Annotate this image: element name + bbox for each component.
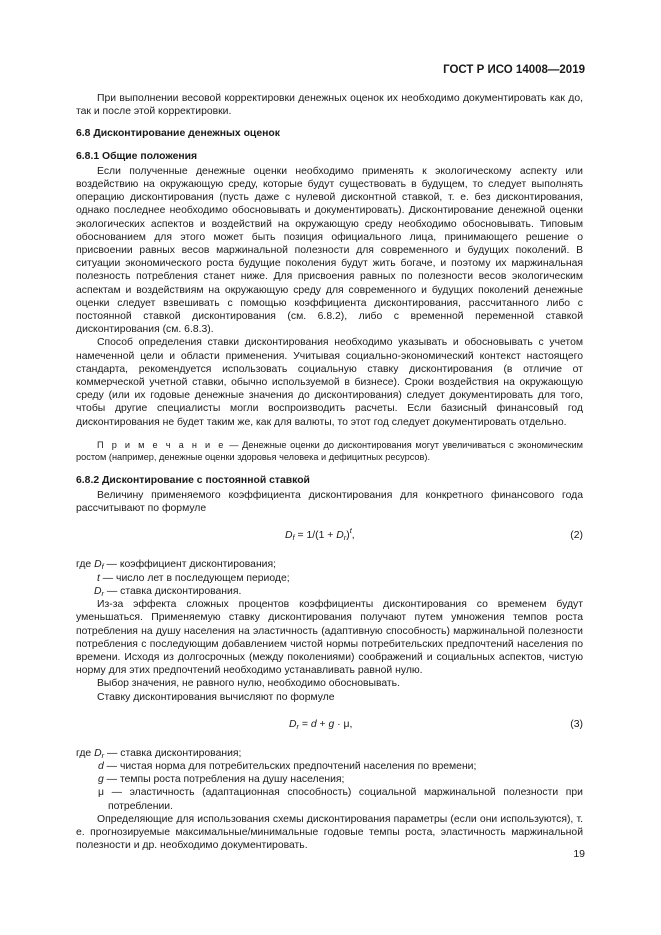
page-number: 19 bbox=[573, 848, 585, 860]
intro-paragraph: При выполнении весовой корректировки денежных оценок их необходимо документировать как до, так и после этой корректировки. bbox=[76, 93, 583, 118]
note-text: — Денежные оценки до дисконтирования могут увеличиваться с экономическим ростом (например, денежные оценки здоровья человека и дефицитных ресурсов). bbox=[76, 439, 583, 462]
formula-number: (2) bbox=[570, 530, 583, 542]
definition-line: d — чистая норма для потребительских предпочтений населения по времени; bbox=[98, 760, 477, 772]
formula-number: (3) bbox=[570, 718, 583, 730]
definition-line: $D_r$ — ставка дисконтирования. bbox=[94, 585, 242, 598]
subsection-heading-6-8-2: 6.8.2 Дисконтирование с постоянной ставкой bbox=[76, 474, 310, 486]
definition-line: t — число лет в последующем периоде; bbox=[97, 572, 290, 584]
paragraph: Определяющие для использования схемы дисконтирования параметры (если они используются), т. е. прогнозируемые максимальные/минимальные годовые темпы роста, эластичность маржинальной полезности и др. необходимо документировать. bbox=[76, 813, 583, 852]
formula-3 bbox=[76, 718, 583, 733]
page-content bbox=[76, 92, 583, 852]
formula-2 bbox=[76, 526, 583, 544]
paragraph: Если полученные денежные оценки необходимо применять к экологическому аспекту или воздействию на окружающую среду, которые будут существовать в будущем, то следует выполнять операцию дисконтирования (пусть даже с нулевой дисконтной ставкой, т. е. без дисконтирования, однако последнее необходимо обосновывать и документировать). Дисконтирование денежной оценки экологических аспектов и воздействий на окружающую среду необходимо обосновывать. Типовым обоснованием для этого может быть позиция официального лица, принимающего решение о присвоении равных весов маржинальной полезности для современного и будущих поколений. В ситуации экономического роста будущие поколения будут жить богаче, и поэтому их маржинальная полезность потребления станет ниже. Для присвоения равных по полезности весов экологическим аспектам и воздействиям на окружающую среду для современного и будущих поколений денежные оценки следует взвешивать с помощью коэффициента дисконтирования, рассчитанного либо с постоянной ставкой дисконтирования (см. 6.8.2), либо с временной переменной ставкой дисконтирования (см. 6.8.3). bbox=[76, 165, 583, 336]
definition-line: μ — эластичность (адаптационная способность) социальной маржинальной полезности при потреблении. bbox=[98, 787, 583, 812]
section-heading: 6.8 Дисконтирование денежных оценок bbox=[76, 128, 280, 140]
paragraph: Из-за эффекта сложных процентов коэффициенты дисконтирования со временем будут уменьшаться. Применяемую ставку дисконтирования получают путем умножения темпов роста потребления на душу населения на эластичность (адаптивную способность) маржинальной полезности потребления с последующим добавлением чистой нормы потребительских предпочтений населения по времени. Исходя из долгосрочных (между поколениями) соображений и социальных аспектов, чистую норму для этих предпочтений необходимо устанавливать равной нулю. bbox=[76, 599, 583, 677]
paragraph: Выбор значения, не равного нулю, необходимо обосновывать. bbox=[97, 678, 400, 690]
formula-body: $D_f = 1/(1 + D_r)^t$, bbox=[285, 526, 355, 543]
definition-line: где $D_f$ — коэффициент дисконтирования; bbox=[76, 559, 277, 572]
paragraph: Величину применяемого коэффициента дисконтирования для конкретного финансового года рассчитывают по формуле bbox=[76, 490, 583, 515]
subsection-heading-6-8-1: 6.8.1 Общие положения bbox=[76, 150, 198, 162]
note bbox=[76, 439, 583, 463]
paragraph: Ставку дисконтирования вычисляют по формуле bbox=[97, 691, 335, 703]
formula-body: $D_r = d + g \cdot \mu$, bbox=[289, 718, 353, 731]
note-label: П р и м е ч а н и е bbox=[97, 439, 226, 450]
document-id: ГОСТ Р ИСО 14008—2019 bbox=[443, 64, 585, 76]
paragraph: Способ определения ставки дисконтирования необходимо указывать и обосновывать с учетом намеченной цели и области применения. Учитывая социально-экономический контекст настоящего стандарта, рекомендуется использовать социальную ставку дисконтирования (в отличие от коммерческой учетной ставки, обычно используемой в бизнесе). Сроки воздействия на окружающую среду (или их годовые денежные значения до дисконтирования) следует документировать для того, чтобы другие специалисты могли воспроизводить расчеты. Если базисный финансовый год дисконтирования не будет таким же, как для валюты, то этот год следует документировать отдельно. bbox=[76, 337, 583, 428]
definition-line: где $D_r$ — ставка дисконтирования; bbox=[76, 747, 242, 760]
definition-line: g — темпы роста потребления на душу населения; bbox=[98, 774, 345, 786]
